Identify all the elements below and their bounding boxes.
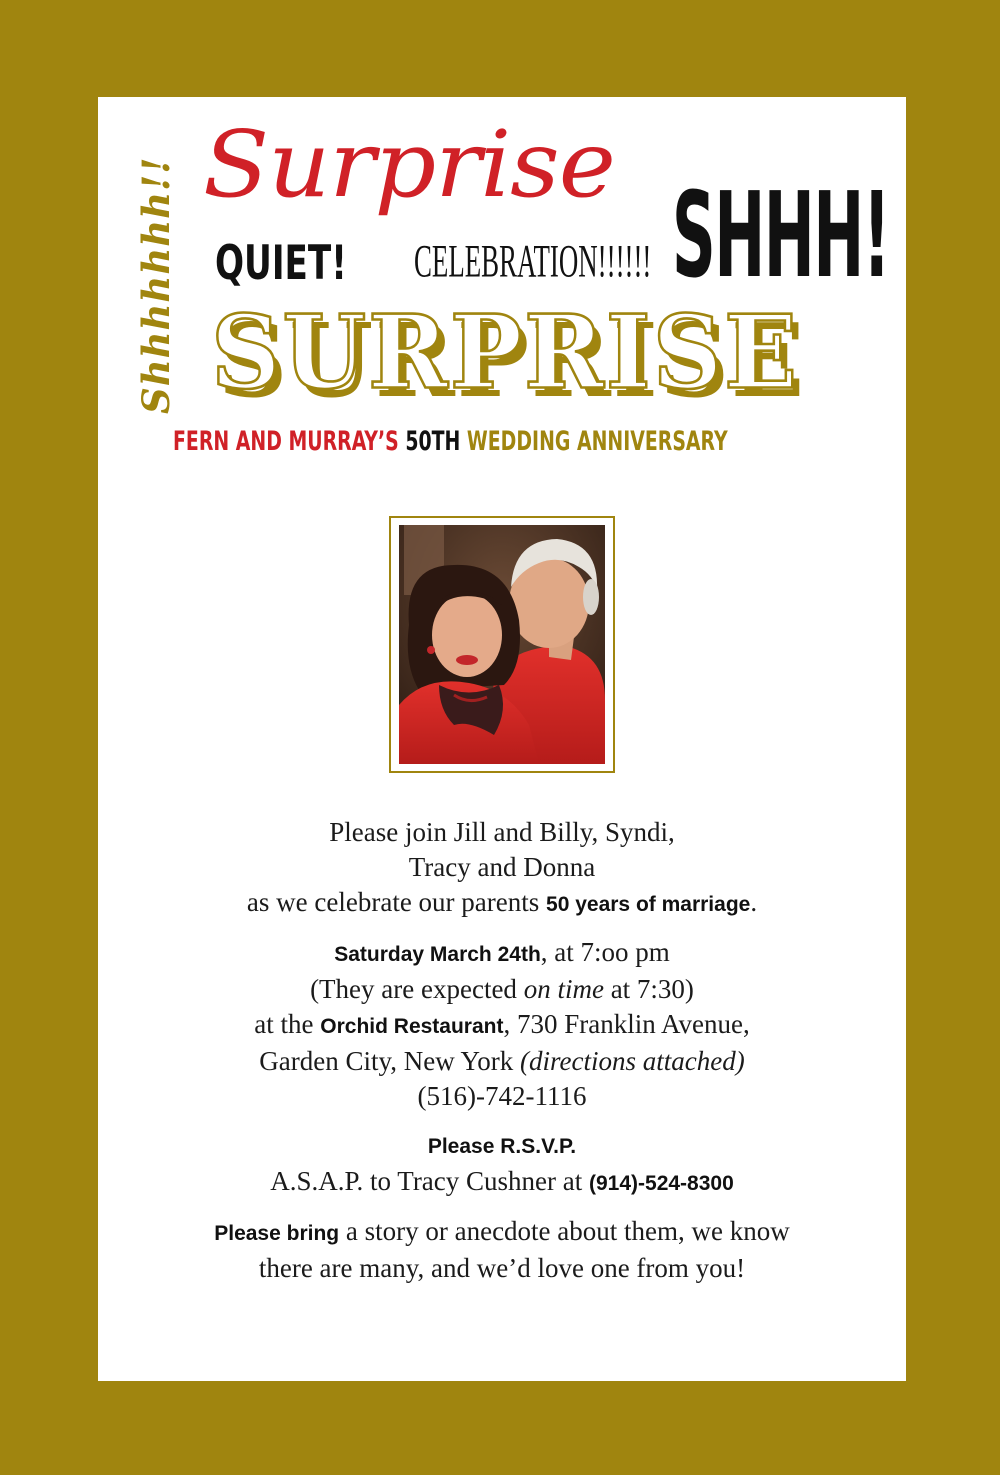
bring-heading: Please bring [214,1222,340,1245]
years-of-marriage: 50 years of marriage [546,893,751,916]
directions-note: (directions attached) [520,1046,745,1076]
invitation-body [98,815,906,1299]
subtitle-names: FERN AND MURRAY’S [173,425,399,457]
shhh-text: SHHH! [672,167,890,304]
rsvp-heading: Please R.S.V.P. [427,1135,577,1158]
event-details-paragraph [98,935,906,1114]
celebration-text: CELEBRATION!!!!!! [414,237,652,288]
invite-line-3-post: . [750,887,758,917]
surprise-big-title: SURPRISE [211,293,800,412]
expected-post: at 7:30) [603,974,694,1004]
subtitle-occasion: WEDDING ANNIVERSARY [466,425,728,457]
event-date: Saturday March 24th [334,943,541,966]
invite-line-2: Tracy and Donna [408,852,596,882]
rsvp-phone: (914)-524-8300 [589,1172,734,1195]
expected-italic: on time [523,974,604,1004]
venue-address: , 730 Franklin Avenue, [503,1009,750,1039]
bring-text: a story or anecdote about them, we know [339,1216,790,1246]
shh-vertical-text: Shhhhhhh!! [134,156,178,414]
couple-photo-frame [389,516,615,773]
venue-city: Garden City, New York [259,1046,521,1076]
expected-pre: (They are expected [310,974,524,1004]
invite-paragraph [98,815,906,922]
venue-pre: at the [254,1009,321,1039]
subtitle-number: 50TH [405,425,461,457]
couple-photo [399,525,605,764]
venue-phone: (516)-742-1116 [417,1081,587,1111]
event-time: , at 7:oo pm [540,937,670,967]
rsvp-paragraph [98,1127,906,1201]
rsvp-contact: A.S.A.P. to Tracy Cushner at [270,1166,589,1196]
invite-line-1: Please join Jill and Billy, Syndi, [329,817,675,847]
surprise-script-title: Surprise [203,111,615,218]
anniversary-subtitle [173,425,728,456]
invitation-card [98,97,906,1381]
bring-story-paragraph [98,1214,906,1286]
invite-line-3-pre: as we celebrate our parents [246,887,547,917]
bring-line-2: there are many, and we’d love one from you! [258,1253,746,1283]
quiet-text: QUIET! [215,235,347,290]
venue-name: Orchid Restaurant [320,1015,504,1038]
